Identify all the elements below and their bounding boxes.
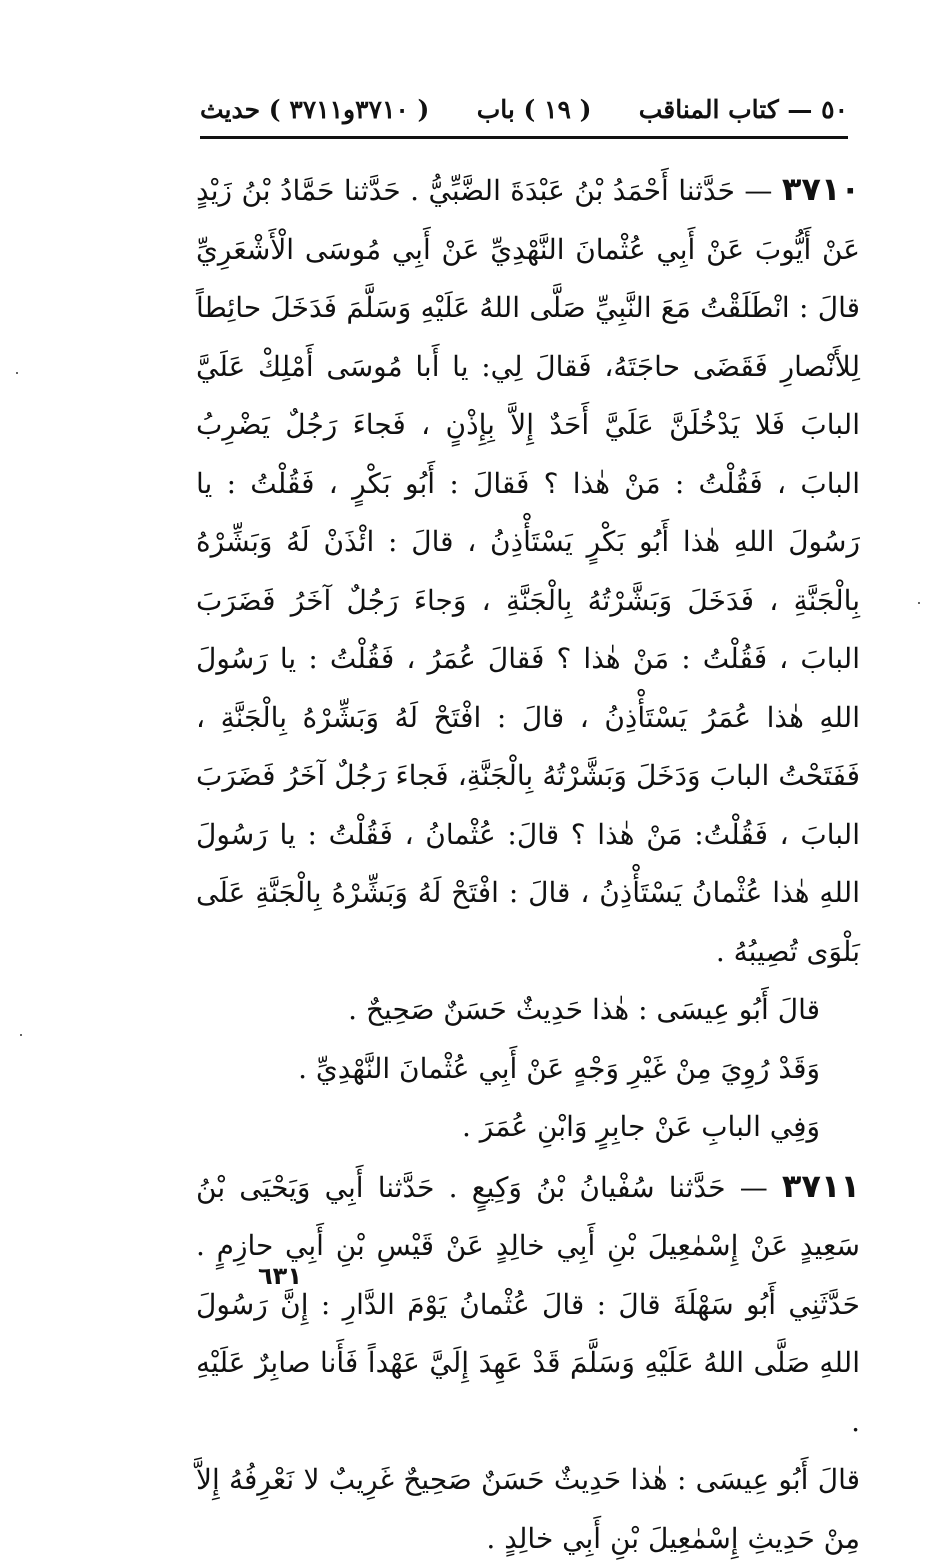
hadith-number: ٣٧١١ [781, 1166, 861, 1205]
page-body [196, 160, 860, 1568]
margin-speck [20, 1034, 22, 1036]
header-book-title: ٥٠ — كتاب المناقب [638, 94, 848, 124]
hadith-number: ٣٧١٠ [781, 170, 860, 208]
header-hadith-range: ( ٣٧١٠و٣٧١١ ) حديث [200, 94, 430, 124]
margin-speck [918, 602, 920, 604]
header-rule [200, 136, 848, 139]
running-header [200, 92, 848, 126]
hadith-text: — حَدَّثنا أَحْمَدُ بْنُ عَبْدَةَ الضَّبِّيُّ . حَدَّثنا حَمَّادُ بْنُ زَيْدٍ عَنْ أَيُّوبَ عَنْ أَبِي عُثْمانَ النَّهْدِيِّ عَنْ أَبِي مُوسَى الْأَشْعَرِيِّ قالَ : انْطَلَقْتُ مَعَ النَّبِيِّ صَلَّى اللهُ عَلَيْهِ وَسَلَّمَ فَدَخَلَ حائِطاً لِلأَنْصارِ فَقَضَى حاجَتَهُ، فَقالَ لِي: يا أَبا مُوسَى أَمْلِكْ عَلَيَّ البابَ فَلا يَدْخُلَنَّ عَلَيَّ أَحَدٌ إِلاَّ بِإِذْنٍ ، فَجاءَ رَجُلٌ يَضْرِبُ البابَ ، فَقُلْتُ : مَنْ هٰذا ؟ فَقالَ : أَبُو بَكْرٍ ، فَقُلْتُ : يا رَسُولَ اللهِ هٰذا أَبُو بَكْرٍ يَسْتَأْذِنُ ، قالَ : ائْذَنْ لَهُ وَبَشِّرْهُ بِالْجَنَّةِ ، فَدَخَلَ وَبَشَّرْتُهُ بِالْجَنَّةِ ، وَجاءَ رَجُلٌ آخَرُ فَضَرَبَ البابَ ، فَقُلْتُ : مَنْ هٰذا ؟ فَقالَ عُمَرُ ، فَقُلْتُ : يا رَسُولَ اللهِ هٰذا عُمَرُ يَسْتَأْذِنُ ، قالَ : افْتَحْ لَهُ وَبَشِّرْهُ بِالْجَنَّةِ ، فَفَتَحْتُ البابَ وَدَخَلَ وَبَشَّرْتُهُ بِالْجَنَّةِ، فَجاءَ رَجُلٌ آخَرُ فَضَرَبَ البابَ ، فَقُلْتُ: مَنْ هٰذا ؟ قالَ: عُثْمانُ ، فَقُلْتُ : يا رَسُولَ اللهِ هٰذا عُثْمانُ يَسْتَأْذِنُ ، قالَ : افْتَحْ لَهُ وَبَشِّرْهُ بِالْجَنَّةِ عَلَى بَلْوَى تُصِيبُهُ . [196, 174, 860, 968]
hadith-3710 [196, 160, 860, 981]
commentary-line: وَقَدْ رُوِيَ مِنْ غَيْرِ وَجْهٍ عَنْ أَبِي عُثْمانَ النَّهْدِيِّ . [298, 1051, 820, 1085]
page-number: ٦٣١ [258, 1262, 302, 1290]
hadith-text: — حَدَّثنا سُفْيانُ بْنُ وَكِيعٍ . حَدَّثنا أَبِي وَيَحْيَى بْنُ سَعِيدٍ عَنْ إِسْمٰعِيلَ بْنِ أَبِي خالِدٍ عَنْ قَيْسِ بْنِ أَبِي حازِمٍ . حَدَّثَنِي أَبُو سَهْلَةَ قالَ : قالَ عُثْمانُ يَوْمَ الدَّارِ : إِنَّ رَسُولَ اللهِ صَلَّى اللهُ عَلَيْهِ وَسَلَّمَ قَدْ عَهِدَ إِلَيَّ عَهْداً فَأَنا صابِرٌ عَلَيْهِ . [196, 1170, 860, 1438]
hadith-3711 [196, 1157, 860, 1452]
header-chapter: ( ١٩ ) باب [476, 94, 592, 124]
commentary-line: وَفِي البابِ عَنْ جابِرٍ وَابْنِ عُمَرَ . [461, 1110, 820, 1143]
margin-speck [16, 372, 18, 374]
commentary-line: قالَ أَبُو عِيسَى : هٰذا حَدِيثٌ حَسَنٌ صَحِيحٌ . [348, 993, 820, 1026]
commentary-paragraph: قالَ أَبُو عِيسَى : هٰذا حَدِيثٌ حَسَنٌ صَحِيحٌ غَرِيبٌ لا نَعْرِفُهُ إِلاَّ مِنْ حَدِيثِ إِسْمٰعِيلَ بْنِ أَبِي خالِدٍ . [196, 1463, 860, 1555]
